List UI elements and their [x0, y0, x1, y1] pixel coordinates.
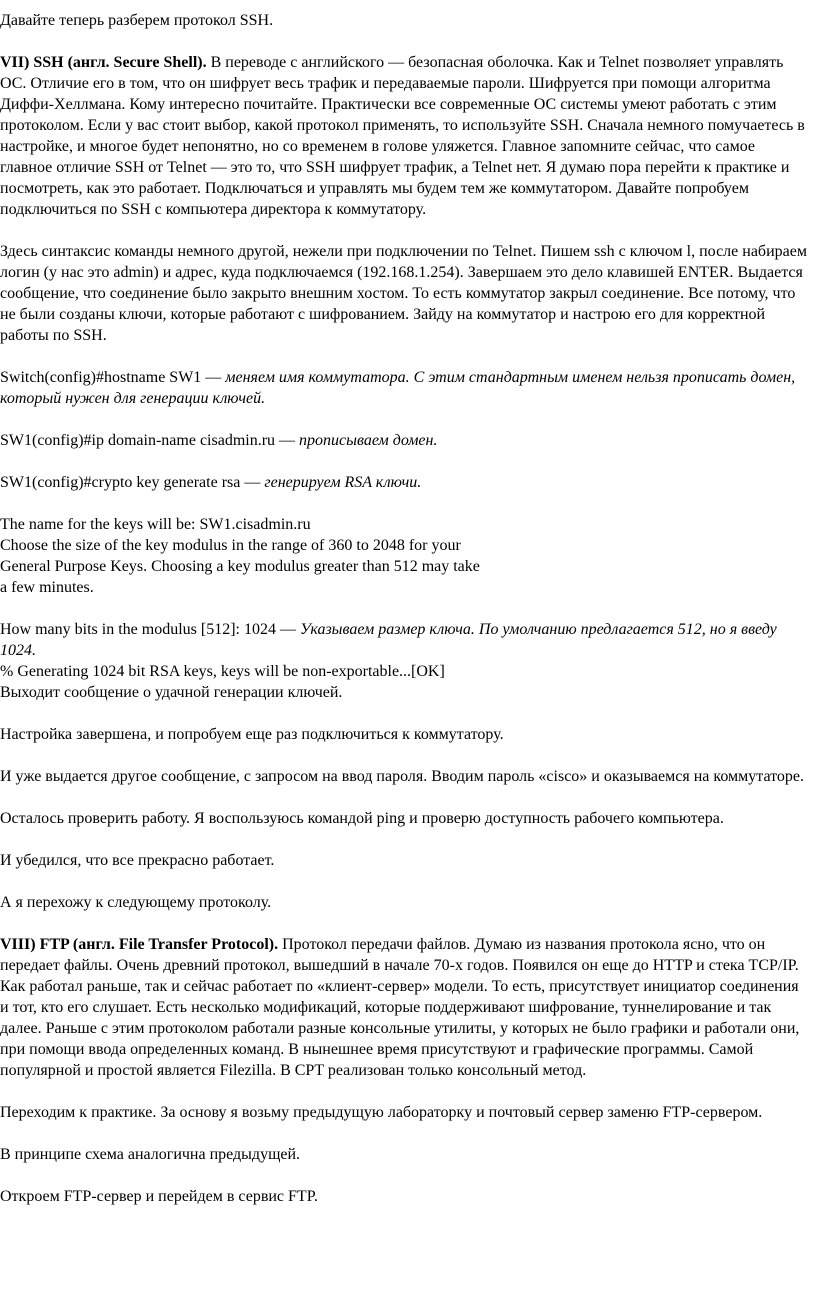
- modulus-command-line: [0, 619, 808, 661]
- intro-paragraph: Давайте теперь разберем протокол SSH.: [0, 12, 274, 29]
- output-line: a few minutes.: [0, 579, 94, 596]
- ssh-syntax-paragraph: Здесь синтаксис команды немного другой, нежели при подключении по Telnet. Пишем ssh с ключом l, после набираем логин (у нас это admin) и адрес, куда подключаемся (192.168.1.254). Завершаем это дело клавишей ENTER. Выдается сообщение, что соединение было закрыто внешним хостом. То есть коммутатор закрыл соединение. Все потому, что не были созданы ключи, которые работают с шифрованием. Зайду на коммутатор и настрою его для корректной работы по SSH.: [0, 243, 807, 344]
- works-paragraph: И убедился, что все прекрасно работает.: [0, 852, 275, 869]
- generation-result: % Generating 1024 bit RSA keys, keys will be non-exportable...[OK]: [0, 663, 445, 680]
- crypto-command-paragraph: [0, 472, 808, 493]
- ssh-heading: VII) SSH (англ. Secure Shell).: [0, 54, 207, 71]
- generation-message: Выходит сообщение о удачной генерации ключей.: [0, 684, 343, 701]
- ping-check-paragraph: Осталось проверить работу. Я воспользуюсь командой ping и проверю доступность рабочего компьютера.: [0, 810, 724, 827]
- output-line: The name for the keys will be: SW1.cisadmin.ru: [0, 516, 311, 533]
- domain-command: SW1(config)#ip domain-name cisadmin.ru —: [0, 432, 300, 449]
- modulus-command: How many bits in the modulus [512]: 1024 —: [0, 621, 300, 638]
- ftp-text: Протокол передачи файлов. Думаю из названия протокола ясно, что он передает файлы. Очень древний протокол, вышедший в начале 70-х годов. Появился он еще до HTTP и стека TCP/IP. Как работал раньше, так и сейчас работает по «клиент-сервер» модели. То есть, присутствует инициатор соединения и тот, кто его слушает. Есть несколько модификаций, которые поддерживают шифрование, туннелирование и так далее. Раньше с этим протоколом работали разные консольные утилиты, у которых не было графики и работали они, при помощи ввода определенных команд. В нынешнее время присутствуют и графические программы. Самой популярной и простой является Filezilla. В CPT реализован только консольный метод.: [0, 936, 800, 1079]
- practice-paragraph: Переходим к практике. За основу я возьму предыдущую лабораторку и почтовый сервер заменю FTP-сервером.: [0, 1104, 763, 1121]
- next-protocol-paragraph: А я перехожу к следующему протоколу.: [0, 894, 272, 911]
- crypto-note: генерируем RSA ключи.: [264, 474, 422, 491]
- hostname-command-paragraph: [0, 367, 808, 409]
- hostname-note: меняем имя коммутатора. С этим стандартным именем нельзя прописать домен, который нужен для генерации ключей.: [0, 369, 796, 407]
- hostname-command: Switch(config)#hostname SW1 —: [0, 369, 226, 386]
- ssh-text: В переводе с английского — безопасная оболочка. Как и Telnet позволяет управлять ОС. Отличие его в том, что он шифрует весь трафик и передаваемые пароли. Шифруется при помощи алгоритма Диффи-Хеллмана. Кому интересно почитайте. Практически все современные ОС системы умеют работать с этим протоколом. Если у вас стоит выбор, какой протокол применять, то используйте SSH. Сначала немного помучаетесь в настройке, и многое будет непонятно, но со временем в голове уляжется. Главное запомните сейчас, что самое главное отличие SSH от Telnet — это то, что SSH шифрует трафик, а Telnet нет. Я думаю пора перейти к практике и посмотреть, как это работает. Подключаться и управлять мы будем тем же коммутатором. Давайте попробуем подключиться по SSH с компьютера директора к коммутатору.: [0, 54, 805, 218]
- password-paragraph: И уже выдается другое сообщение, с запросом на ввод пароля. Вводим пароль «cisco» и оказываемся на коммутаторе.: [0, 768, 805, 785]
- output-line: Choose the size of the key modulus in the range of 360 to 2048 for your: [0, 537, 461, 554]
- ssh-paragraph: [0, 52, 808, 220]
- ftp-paragraph: [0, 934, 808, 1081]
- domain-command-paragraph: [0, 430, 808, 451]
- modulus-block: [0, 619, 808, 703]
- modulus-note: Указываем размер ключа. По умолчанию предлагается 512, но я введу 1024.: [0, 621, 777, 659]
- output-line: General Purpose Keys. Choosing a key modulus greater than 512 may take: [0, 558, 480, 575]
- setup-done-paragraph: Настройка завершена, и попробуем еще раз подключиться к коммутатору.: [0, 726, 504, 743]
- crypto-command: SW1(config)#crypto key generate rsa —: [0, 474, 265, 491]
- key-output-block: [0, 514, 808, 598]
- ftp-heading: VIII) FTP (англ. File Transfer Protocol).: [0, 936, 279, 953]
- open-ftp-paragraph: Откроем FTP-сервер и перейдем в сервис FTP.: [0, 1188, 318, 1205]
- domain-note: прописываем домен.: [299, 432, 438, 449]
- scheme-paragraph: В принципе схема аналогична предыдущей.: [0, 1146, 301, 1163]
